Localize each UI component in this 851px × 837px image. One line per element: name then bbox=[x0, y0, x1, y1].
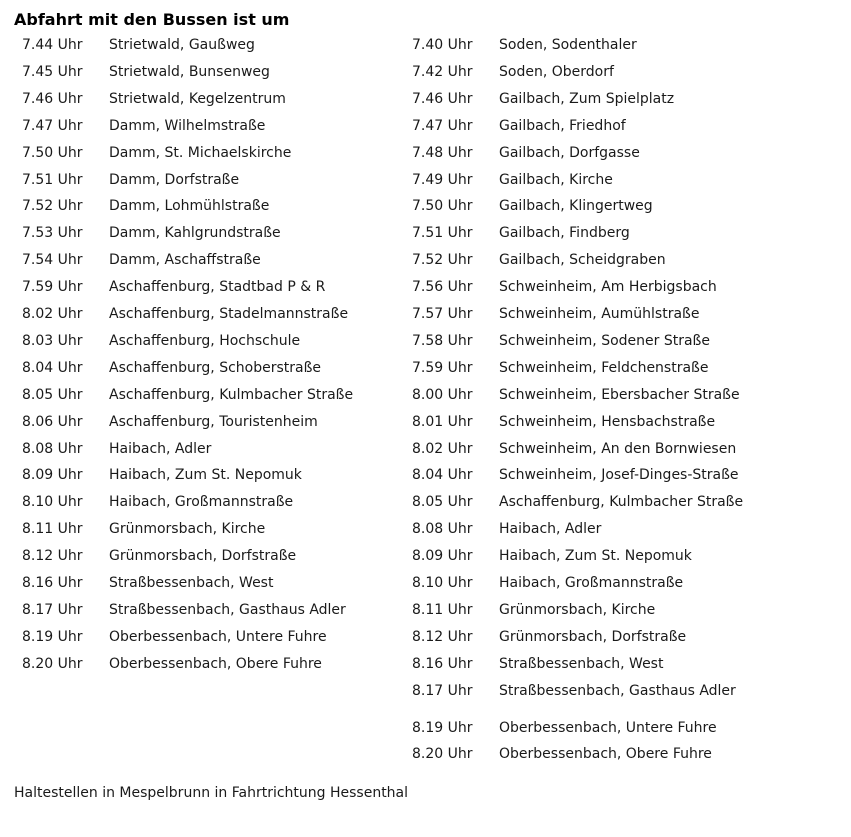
departure-time: 7.52 Uhr bbox=[22, 198, 83, 215]
departure-time: 8.11 Uhr bbox=[22, 521, 83, 538]
bus-stop-name: Haibach, Adler bbox=[109, 440, 212, 457]
departure-time: 8.16 Uhr bbox=[22, 575, 83, 591]
departure-time: 8.20 Uhr bbox=[22, 655, 83, 672]
bus-stop-name: Damm, Aschaffstraße bbox=[109, 252, 261, 269]
departure-time: 7.57 Uhr bbox=[412, 306, 473, 322]
bus-stop-name: Schweinheim, Josef-Dinges-Straße bbox=[499, 467, 739, 484]
bus-stop-name: Strietwald, Gaußweg bbox=[109, 37, 255, 53]
departure-time: 7.46 Uhr bbox=[22, 90, 83, 107]
departure-time: 7.47 Uhr bbox=[22, 117, 83, 134]
bus-stop-name: Aschaffenburg, Kulmbacher Straße bbox=[109, 386, 354, 403]
departure-time: 8.08 Uhr bbox=[22, 440, 83, 457]
departure-time: 8.19 Uhr bbox=[412, 719, 473, 736]
bus-stop-name: Haibach, Großmannstraße bbox=[109, 494, 294, 511]
bus-stop-name: Straßbessenbach, Gasthaus Adler bbox=[109, 601, 346, 618]
departure-time: 8.02 Uhr bbox=[22, 306, 83, 322]
bus-stop-name: Aschaffenburg, Stadtbad P & R bbox=[109, 279, 326, 296]
departure-time: 8.02 Uhr bbox=[412, 440, 473, 457]
bus-stop-name: Schweinheim, Hensbachstraße bbox=[499, 413, 716, 430]
departure-time: 7.54 Uhr bbox=[22, 252, 83, 269]
bus-stop-name: Soden, Sodenthaler bbox=[499, 37, 637, 53]
departure-time: 8.20 Uhr bbox=[412, 746, 473, 763]
bus-stop-name: Gailbach, Klingertweg bbox=[499, 198, 653, 215]
bus-stop-name: Aschaffenburg, Kulmbacher Straße bbox=[499, 494, 744, 511]
departure-time: 8.00 Uhr bbox=[412, 386, 473, 403]
bus-stop-name: Oberbessenbach, Obere Fuhre bbox=[109, 655, 322, 672]
bus-stop-name: Gailbach, Kirche bbox=[499, 171, 613, 188]
bus-stop-name: Damm, Kahlgrundstraße bbox=[109, 225, 281, 242]
bus-stop-name: Gailbach, Scheidgraben bbox=[499, 252, 666, 269]
bus-stop-name: Schweinheim, Sodener Straße bbox=[499, 332, 710, 349]
departure-time: 8.17 Uhr bbox=[22, 601, 83, 618]
departure-time: 7.45 Uhr bbox=[22, 63, 83, 80]
bus-stop-name: Damm, St. Michaelskirche bbox=[109, 144, 292, 161]
bus-stop-name: Schweinheim, Ebersbacher Straße bbox=[499, 386, 740, 403]
departure-time: 7.58 Uhr bbox=[412, 332, 473, 349]
bus-stop-name: Haibach, Adler bbox=[499, 521, 602, 538]
departure-time: 7.59 Uhr bbox=[412, 359, 473, 376]
departure-time: 7.52 Uhr bbox=[412, 252, 473, 269]
bus-stop-name: Haibach, Zum St. Nepomuk bbox=[499, 548, 692, 565]
bus-stop-name: Grünmorsbach, Kirche bbox=[109, 521, 266, 538]
bus-stop-name: Damm, Dorfstraße bbox=[109, 171, 240, 188]
bus-stop-name: Strietwald, Kegelzentrum bbox=[109, 90, 286, 107]
bus-stop-name: Damm, Lohmühlstraße bbox=[109, 198, 270, 215]
departure-time: 7.47 Uhr bbox=[412, 117, 473, 134]
departure-time: 7.50 Uhr bbox=[22, 144, 83, 161]
bus-stop-name: Oberbessenbach, Untere Fuhre bbox=[109, 628, 327, 645]
bus-stop-name: Aschaffenburg, Stadelmannstraße bbox=[109, 306, 349, 322]
bus-stop-name: Oberbessenbach, Obere Fuhre bbox=[499, 746, 712, 763]
departure-time: 7.51 Uhr bbox=[412, 225, 473, 242]
bus-stop-name: Grünmorsbach, Dorfstraße bbox=[499, 628, 687, 645]
departure-time: 8.19 Uhr bbox=[22, 628, 83, 645]
departure-time: 8.09 Uhr bbox=[22, 467, 83, 484]
bus-stop-name: Schweinheim, Aumühlstraße bbox=[499, 306, 700, 322]
bus-stop-name: Soden, Oberdorf bbox=[499, 63, 614, 80]
bus-stop-name: Damm, Wilhelmstraße bbox=[109, 117, 266, 134]
bus-stop-name: Straßbessenbach, West bbox=[499, 655, 664, 672]
departure-time: 8.06 Uhr bbox=[22, 413, 83, 430]
bus-stop-name: Aschaffenburg, Schoberstraße bbox=[109, 359, 322, 376]
bus-stop-name: Oberbessenbach, Untere Fuhre bbox=[499, 719, 717, 736]
bus-stop-name: Gailbach, Friedhof bbox=[499, 117, 626, 134]
departure-time: 7.56 Uhr bbox=[412, 279, 473, 296]
departure-time: 7.50 Uhr bbox=[412, 198, 473, 215]
departure-time: 7.42 Uhr bbox=[412, 63, 473, 80]
bus-stop-name: Schweinheim, Feldchenstraße bbox=[499, 359, 709, 376]
departure-time: 7.49 Uhr bbox=[412, 171, 473, 188]
departure-time: 7.44 Uhr bbox=[22, 37, 83, 53]
departure-time: 7.53 Uhr bbox=[22, 225, 83, 242]
bus-stop-name: Gailbach, Zum Spielplatz bbox=[499, 90, 675, 107]
bus-stop-name: Grünmorsbach, Dorfstraße bbox=[109, 548, 297, 565]
departure-time: 8.11 Uhr bbox=[412, 601, 473, 618]
departure-time: 7.40 Uhr bbox=[412, 37, 473, 53]
bus-stop-name: Straßbessenbach, West bbox=[109, 575, 274, 591]
departure-time: 8.17 Uhr bbox=[412, 682, 473, 699]
bus-stop-name: Grünmorsbach, Kirche bbox=[499, 601, 656, 618]
departure-time: 8.03 Uhr bbox=[22, 332, 83, 349]
bus-stop-name: Gailbach, Findberg bbox=[499, 225, 630, 242]
departure-time: 8.04 Uhr bbox=[22, 359, 83, 376]
bus-stop-name: Haibach, Großmannstraße bbox=[499, 575, 684, 591]
departure-time: 8.12 Uhr bbox=[412, 628, 473, 645]
departure-time: 7.48 Uhr bbox=[412, 144, 473, 161]
departure-time: 8.10 Uhr bbox=[412, 575, 473, 591]
bus-stop-name: Gailbach, Dorfgasse bbox=[499, 144, 640, 161]
bus-stop-name: Schweinheim, Am Herbigsbach bbox=[499, 279, 717, 296]
departure-time: 8.05 Uhr bbox=[22, 386, 83, 403]
departure-time: 7.59 Uhr bbox=[22, 279, 83, 296]
departure-time: 7.51 Uhr bbox=[22, 171, 83, 188]
departure-time: 8.09 Uhr bbox=[412, 548, 473, 565]
departure-time: 8.05 Uhr bbox=[412, 494, 473, 511]
page-title: Abfahrt mit den Bussen ist um bbox=[14, 10, 290, 29]
bus-stop-name: Haibach, Zum St. Nepomuk bbox=[109, 467, 302, 484]
departure-time: 8.16 Uhr bbox=[412, 655, 473, 672]
departure-time: 8.04 Uhr bbox=[412, 467, 473, 484]
departure-time: 7.46 Uhr bbox=[412, 90, 473, 107]
departure-time: 8.01 Uhr bbox=[412, 413, 473, 430]
bus-stop-name: Schweinheim, An den Bornwiesen bbox=[499, 440, 737, 457]
bus-stop-name: Straßbessenbach, Gasthaus Adler bbox=[499, 682, 736, 699]
departure-time: 8.10 Uhr bbox=[22, 494, 83, 511]
bus-stop-name: Aschaffenburg, Hochschule bbox=[109, 332, 301, 349]
bus-stop-name: Strietwald, Bunsenweg bbox=[109, 63, 270, 80]
footer-note: Haltestellen in Mespelbrunn in Fahrtrichtung Hessenthal bbox=[14, 785, 409, 801]
departure-time: 8.12 Uhr bbox=[22, 548, 83, 565]
bus-stop-name: Aschaffenburg, Touristenheim bbox=[109, 413, 318, 430]
departure-time: 8.08 Uhr bbox=[412, 521, 473, 538]
